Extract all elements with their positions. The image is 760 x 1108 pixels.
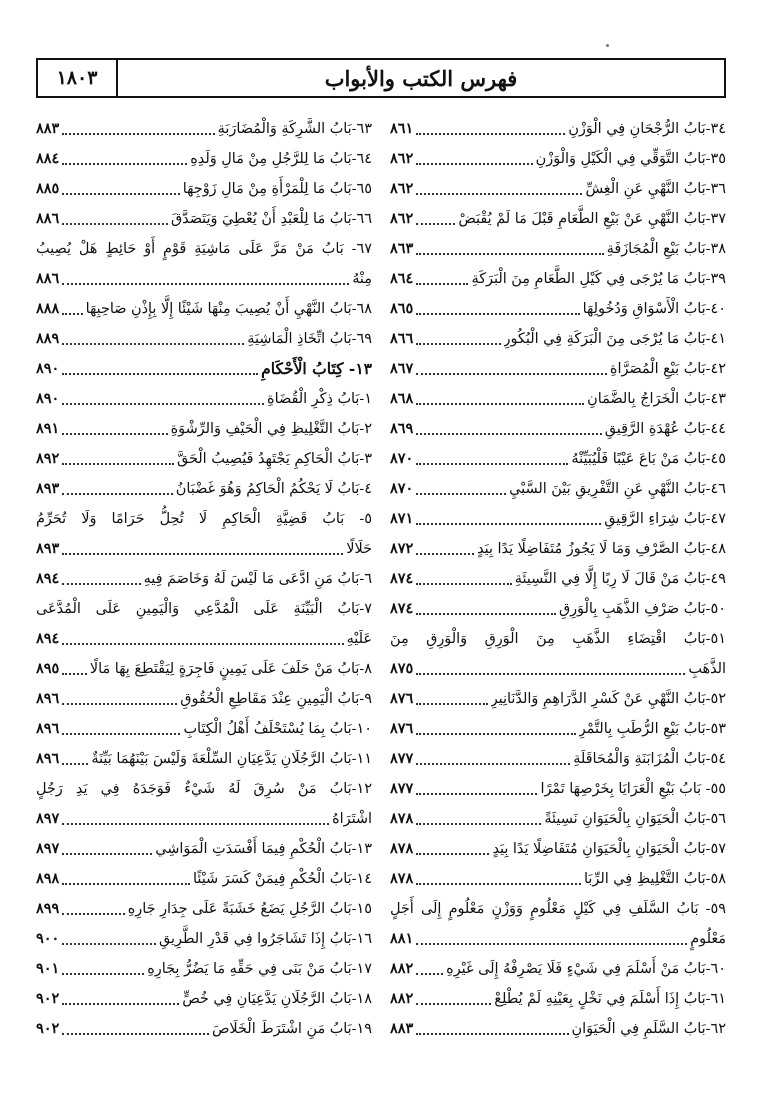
dot-leader [62,1032,209,1035]
dot-leader [416,612,556,615]
entry-title-line1: ٥١-بَابُ اقْتِضَاءِ الذَّهَبِ مِنَ الْوَرِقِ وَالْوَرِقِ مِنَ [390,631,726,647]
entry-page-number: ٨٨٣ [390,1020,414,1037]
entry-page-number: ٨٩٠ [36,390,60,407]
dot-leader [416,282,468,285]
index-entry [36,894,372,924]
dot-leader [416,1002,491,1005]
index-entry [36,144,372,174]
entry-title: ٥٣-بَابُ بَيْعِ الرُّطَبِ بِالتَّمْرِ [578,721,726,737]
entry-title: ٥٢-بَابُ النَّهْيِ عَنْ كَسْرِ الدَّرَاهِمِ وَالدَّنَانِيرِ [490,691,726,707]
index-entry [390,894,726,954]
scan-speck [606,44,609,47]
dot-leader [416,162,532,165]
entry-title: ٤٦-بَابُ النَّهْيِ عَنِ التَّفْرِيقِ بَيْنَ السَّبْيِ [509,481,726,497]
dot-leader [416,552,474,555]
index-entry [390,234,726,264]
entry-title: ٦٩-بَابُ اتِّخَاذِ الْمَاشِيَةِ [247,331,372,347]
dot-leader [62,162,187,165]
index-entry [36,714,372,744]
entry-title: ١٦-بَابُ إِذَا تَشَاجَرُوا فِي قَدْرِ الطَّرِيقِ [159,931,372,947]
entry-title: ٣٤-بَابُ الرُّجْحَانِ فِي الْوَزْنِ [568,121,726,137]
dot-leader [416,732,576,735]
index-entry [390,174,726,204]
index-entry [36,234,372,294]
entry-title-line2 [36,264,372,294]
index-entry [390,984,726,1014]
dot-leader [62,912,125,915]
entry-page-number: ٨٦٨ [390,390,414,407]
entry-title-line2 [36,804,372,834]
entry-title: ٦٢-بَابُ السَّلَمِ فِي الْحَيَوَانِ [571,1021,726,1037]
entry-page-number: ٨٦٦ [390,330,414,347]
dot-leader [416,402,584,405]
entry-page-number: ٨٨١ [390,930,414,947]
entry-page-number: ٨٩٦ [36,750,60,767]
index-entry [36,564,372,594]
index-entry [36,594,372,654]
index-entry [36,774,372,834]
entry-page-number: ٨٧٠ [390,480,414,497]
dot-leader [62,732,180,735]
index-entry [36,444,372,474]
entry-title: الذَّهَبِ [688,661,726,677]
entry-page-number: ٩٠٢ [36,1020,60,1037]
dot-leader [416,312,579,315]
entry-page-number: ٨٩٣ [36,540,60,557]
entry-title: ٣٥-بَابُ التَّوَقِّي فِي الْكَيْلِ وَالْوَزْنِ [535,151,726,167]
entry-title: ١٧-بَابُ مَنْ بَنَى فِي حَقِّهِ مَا يَضُرُّ بِجَارِهِ [147,961,372,977]
entry-title: ١٥-بَابُ الرَّجُلِ يَضَعُ خَشَبَةً عَلَى جِدَارِ جَارِهِ [127,901,372,917]
dot-leader [416,1032,568,1035]
entry-title: مَعْلُومٍ [690,931,726,947]
entry-page-number: ٨٦٣ [390,240,414,257]
entry-title-line1: ٧-بَابُ الْبَيِّنَةِ عَلَى الْمُدَّعِي وَالْيَمِينِ عَلَى الْمُدَّعَى [36,601,372,617]
dot-leader [416,492,506,495]
book-heading: ١٣- كِتَابُ الْأَحْكَامِ [261,359,372,378]
dot-leader [62,222,168,225]
entry-page-number: ٨٧٧ [390,750,414,767]
entry-page-number: ٨٩٦ [36,720,60,737]
entry-title: ٤٧-بَابُ شِرَاءِ الرَّقِيقِ [604,511,726,527]
entry-title: مِنْهُ [352,271,372,287]
index-entry [36,384,372,414]
dot-leader [62,402,264,405]
index-entry [36,204,372,234]
entry-title: ١٩-بَابُ مَنِ اشْتَرَطَ الْخَلَاصَ [212,1021,372,1037]
entry-title: ٣-بَابُ الْحَاكِمِ يَجْتَهِدُ فَيُصِيبُ الْحَقَّ [177,451,372,467]
index-entry [36,864,372,894]
entry-page-number: ٨٨٩ [36,330,60,347]
entry-page-number: ٨٦٢ [390,150,414,167]
index-entry [36,654,372,684]
dot-leader [416,882,581,885]
index-entry [390,534,726,564]
dot-leader [62,762,88,765]
dot-leader [62,132,214,135]
entry-title-line1: ٦٧- بَابُ مَنْ مَرَّ عَلَى مَاشِيَةِ قَوْمٍ أَوْ حَائِطٍ هَلْ يُصِيبُ [36,241,372,257]
entry-title-line1: ٥- بَابُ قَضِيَّةِ الْحَاكِمِ لَا تُحِلُّ حَرَامًا وَلَا تُحَرِّمُ [36,511,372,527]
index-entry [390,144,726,174]
dot-leader [416,192,582,195]
index-entry [390,444,726,474]
entry-title: ٦٨-بَابُ النَّهْيِ أَنْ يُصِيبَ مِنْهَا شَيْئًا إِلَّا بِإِذْنِ صَاحِبِهَا [85,301,372,317]
entry-page-number: ٨٨٢ [390,990,414,1007]
entry-page-number: ٨٦٧ [390,360,414,377]
entry-title: ٦-بَابُ مَنِ ادَّعَى مَا لَيْسَ لَهُ وَخَاصَمَ فِيهِ [143,571,372,587]
dot-leader [62,282,349,285]
index-entry [390,864,726,894]
index-entry [390,114,726,144]
dot-leader [416,792,537,795]
dot-leader [62,942,156,945]
dot-leader [62,702,177,705]
entry-page-number: ٨٨٨ [36,300,60,317]
entry-title: ١٤-بَابُ الْحُكْمِ فِيمَنْ كَسَرَ شَيْئًا [192,871,372,887]
page-title: فهرس الكتب والأبواب [324,65,518,91]
index-entry [390,744,726,774]
entry-title: ٦٣-بَابُ الشَّرِكَةِ وَالْمُضَارَبَةِ [217,121,372,137]
index-entry [390,1014,726,1044]
dot-leader [416,672,685,675]
index-entry [36,354,372,384]
index-entry [390,354,726,384]
entry-page-number: ٨٩٤ [36,630,60,647]
entry-title: ٩-بَابُ الْيَمِينِ عِنْدَ مَقَاطِعِ الْحُقُوقِ [180,691,372,707]
entry-page-number: ٨٧٢ [390,540,414,557]
dot-leader [62,192,180,195]
index-entry [390,564,726,594]
dot-leader [416,762,570,765]
entry-title-line1: ٥٩- بَابُ السَّلَفِ فِي كَيْلٍ مَعْلُومٍ وَوَزْنٍ مَعْلُومٍ إِلَى أَجَلٍ [390,901,726,917]
entry-title: ٦٥-بَابُ مَا لِلْمَرْأَةِ مِنْ مَالِ زَوْجِهَا [182,181,372,197]
page-header [36,58,726,98]
dot-leader [62,852,152,855]
entry-page-number: ٩٠١ [36,960,60,977]
dot-leader [62,972,144,975]
dot-leader [416,252,603,255]
entry-page-number: ٨٧٦ [390,720,414,737]
entry-title: ٤-بَابُ لَا يَحْكُمُ الْحَاكِمُ وَهُوَ غَضْبَانُ [175,481,372,497]
entry-title-line2 [36,534,372,564]
entry-title: ٤٠-بَابُ الْأَسْوَاقِ وَدُخُولِهَا [582,301,726,317]
entry-page-number: ٨٧٥ [390,660,414,677]
dot-leader [416,432,602,435]
entry-page-number: ٨٩٧ [36,810,60,827]
dot-leader [416,132,565,135]
index-entry [36,414,372,444]
index-entry [36,174,372,204]
index-entry [36,684,372,714]
entry-title: ١٠-بَابُ بِمَا يُسْتَحْلَفُ أَهْلُ الْكِتَابِ [183,721,372,737]
entry-page-number: ٨٦٥ [390,300,414,317]
dot-leader [62,342,244,345]
entry-page-number: ٨٩٤ [36,570,60,587]
entry-title: ٤٨-بَابُ الصَّرْفِ وَمَا لَا يَجُوزُ مُتَفَاضِلًا يَدًا بِيَدٍ [477,541,726,557]
entry-page-number: ٨٧٨ [390,840,414,857]
index-entry [36,1014,372,1044]
entry-page-number: ٩٠٠ [36,930,60,947]
entry-page-number: ٨٧٨ [390,870,414,887]
entry-page-number: ٨٨٦ [36,210,60,227]
entry-page-number: ٨٨٣ [36,120,60,137]
index-entry [36,924,372,954]
index-entry [390,264,726,294]
entry-page-number: ٨٩٩ [36,900,60,917]
entry-page-number: ٨٩٧ [36,840,60,857]
entry-title-line1: ١٢-بَابُ مَنْ سُرِقَ لَهُ شَيْءٌ فَوَجَدَهُ فِي يَدِ رَجُلٍ [36,781,372,797]
index-entry [390,594,726,624]
index-entry [390,834,726,864]
dot-leader [62,822,329,825]
index-entry [36,744,372,774]
index-entry [390,714,726,744]
entry-title-line2 [390,654,726,684]
dot-leader [416,702,488,705]
index-entry [390,774,726,804]
dot-leader [62,432,167,435]
dot-leader [62,492,173,495]
entry-title: حَلَالًا [346,541,372,557]
index-entry [36,114,372,144]
entry-title: ١٣-بَابُ الْحُكْمِ فِيمَا أَفْسَدَتِ الْمَوَاشِي [155,841,372,857]
entry-page-number: ٨٧٤ [390,600,414,617]
index-entry [390,504,726,534]
entry-page-number: ٨٨٢ [390,960,414,977]
index-entry [36,474,372,504]
entry-page-number: ٨٨٥ [36,180,60,197]
entry-title: ٢-بَابُ التَّغْلِيظِ فِي الْحَيْفِ وَالرِّشْوَةِ [170,421,372,437]
entry-title: ٥٧-بَابُ الْحَيَوَانِ بِالْحَيَوَانِ مُتَفَاضِلًا يَدًا بِيَدٍ [492,841,726,857]
entry-title: اشْتَرَاهُ [332,811,372,827]
entry-page-number: ٨٧٠ [390,450,414,467]
dot-leader [62,672,87,675]
dot-leader [62,882,190,885]
dot-leader [416,222,455,225]
entry-page-number: ٨٦٢ [390,180,414,197]
entry-title-line2 [390,924,726,954]
index-entry [390,474,726,504]
page-number: ١٨٠٣ [38,60,118,96]
entry-page-number: ٨٦٩ [390,420,414,437]
entry-title: ٦١-بَابُ إِذَا أَسْلَمَ فِي نَخْلٍ بِعَيْنِهِ لَمْ يُطْلِعْ [494,991,726,1007]
entry-page-number: ٨٨٦ [36,270,60,287]
entry-page-number: ٨٨٤ [36,150,60,167]
entry-page-number: ٨٩٢ [36,450,60,467]
entry-page-number: ٨٧٤ [390,570,414,587]
entry-title: ٤٤-بَابُ عُهْدَةِ الرَّقِيقِ [604,421,726,437]
dot-leader [416,582,512,585]
dot-leader [62,642,343,645]
entry-page-number: ٨٦١ [390,120,414,137]
index-entry [36,984,372,1014]
entry-title: ١-بَابُ ذِكْرِ الْقُضَاةِ [267,391,372,407]
entry-title: ٤٩-بَابُ مَنْ قَالَ لَا رِبًا إِلَّا فِي النَّسِيئَةِ [514,571,726,587]
entry-title: ٣٧-بَابُ النَّهْيِ عَنْ بَيْعِ الطَّعَامِ قَبْلَ مَا لَمْ يُقْبَضْ [458,211,726,227]
entry-title: ٦٦-بَابُ مَا لِلْعَبْدِ أَنْ يُعْطِيَ وَيَتَصَدَّقَ [170,211,372,227]
entry-page-number: ٨٩٨ [36,870,60,887]
dot-leader [416,972,443,975]
dot-leader [416,372,607,375]
entry-page-number: ٩٠٢ [36,990,60,1007]
dot-leader [416,942,687,945]
dot-leader [62,552,343,555]
dot-leader [62,462,174,465]
entry-title: ٦٠-بَابُ مَنْ أَسْلَمَ فِي شَيْءٍ فَلَا يَصْرِفْهُ إِلَى غَيْرِهِ [446,961,726,977]
entry-page-number: ٨٩١ [36,420,60,437]
dot-leader [62,372,258,375]
entry-title: ٤٣-بَابُ الْخَرَاجُ بِالضَّمَانِ [587,391,726,407]
index-entry [390,804,726,834]
index-entry [36,834,372,864]
entry-page-number: ٨٩٦ [36,690,60,707]
dot-leader [62,582,140,585]
entry-title: ٣٩-بَابُ مَا يُرْجَى فِي كَيْلِ الطَّعَامِ مِنَ الْبَرَكَةِ [471,271,726,287]
entry-page-number: ٨٦٢ [390,210,414,227]
entry-title: ٥٦-بَابُ الْحَيَوَانِ بِالْحَيَوَانِ نَسِيئَةً [544,811,726,827]
index-entry [390,954,726,984]
entry-title: عَلَيْهِ [346,631,372,647]
index-entry [390,324,726,354]
entry-title: ٥٤-بَابُ الْمُزَابَنَةِ وَالْمُحَاقَلَةِ [573,751,726,767]
entry-title: ٣٨-بَابُ بَيْعِ الْمُجَازَفَةِ [606,241,726,257]
index-entry [36,324,372,354]
entry-title: ١٨-بَابُ الرَّجُلَانِ يَدَّعِيَانِ فِي خُصٍّ [182,991,372,1007]
entry-page-number: ٨٧٦ [390,690,414,707]
index-entry [36,294,372,324]
entry-title: ٤٥-بَابُ مَنْ بَاعَ عَيْبًا فَلْيُبَيِّنْهُ [571,451,726,467]
entry-title: ٦٤-بَابُ مَا لِلرَّجُلِ مِنْ مَالِ وَلَدِهِ [190,151,372,167]
entry-page-number: ٨٩٣ [36,480,60,497]
dot-leader [416,822,541,825]
index-entry [390,684,726,714]
entry-page-number: ٨٦٤ [390,270,414,287]
index-column-right [390,114,726,1044]
entry-title: ٥٨-بَابُ التَّغْلِيظِ فِي الرِّبَا [583,871,726,887]
entry-title-line2 [36,624,372,654]
entry-page-number: ٨٧٨ [390,810,414,827]
index-entry [390,384,726,414]
entry-page-number: ٨٩٥ [36,660,60,677]
entry-page-number: ٨٩٠ [36,360,60,377]
entry-title: ٥٠-بَابُ صَرْفِ الذَّهَبِ بِالْوَرِقِ [558,601,726,617]
entry-title: ٨-بَابُ مَنْ حَلَفَ عَلَى يَمِينٍ فَاجِرَةٍ لِيَقْتَطِعَ بِهَا مَالًا [89,661,372,677]
index-column-left [36,114,372,1044]
dot-leader [62,312,82,315]
index-entry [390,294,726,324]
entry-title: ١١-بَابُ الرَّجُلَانِ يَدَّعِيَانِ السِّلْعَةَ وَلَيْسَ بَيْنَهُمَا بَيِّنَةٌ [91,751,372,767]
dot-leader [416,852,489,855]
index-entry [36,954,372,984]
index-entry [36,504,372,564]
entry-title: ٤٢-بَابُ بَيْعِ الْمُصَرَّاةِ [609,361,726,377]
entry-title: ٥٥- بَابُ بَيْعِ الْعَرَايَا بِخَرْصِهَا تَمْرًا [540,781,726,797]
index-entry [390,414,726,444]
entry-page-number: ٨٧٧ [390,780,414,797]
entry-title: ٣٦-بَابُ النَّهْيِ عَنِ الْغِشِّ [585,181,726,197]
index-entry [390,624,726,684]
dot-leader [62,1002,179,1005]
dot-leader [416,522,601,525]
dot-leader [416,342,500,345]
entry-page-number: ٨٧١ [390,510,414,527]
dot-leader [416,462,568,465]
entry-title: ٤١-بَابُ مَا يُرْجَى مِنَ الْبَرَكَةِ فِي الْبُكُورِ [503,331,726,347]
index-entry [390,204,726,234]
